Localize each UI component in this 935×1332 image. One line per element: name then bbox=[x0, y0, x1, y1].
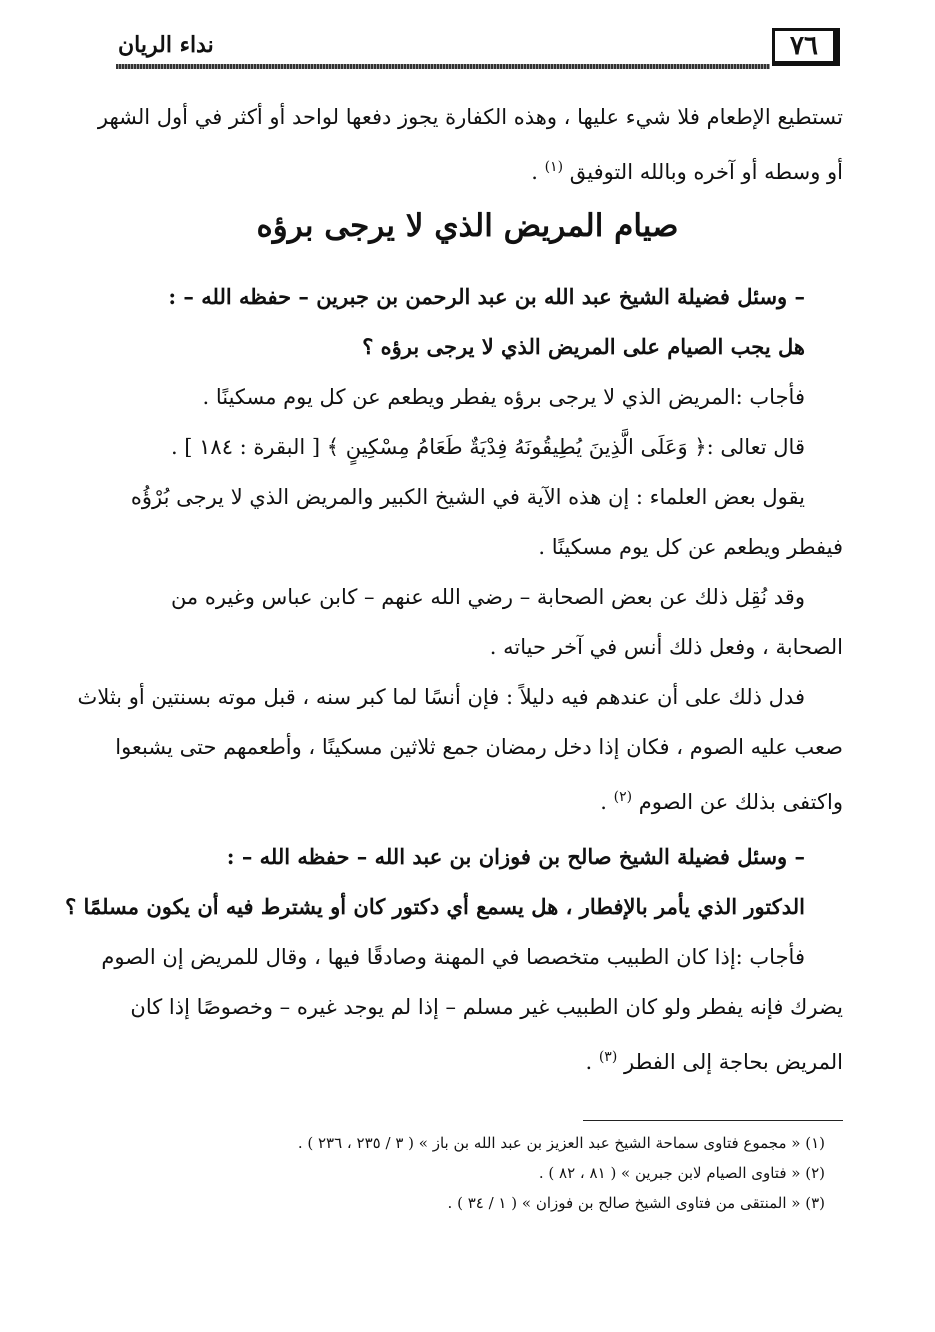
text-line: تستطيع الإطعام فلا شيء عليها ، وهذه الكفارة يجوز دفعها لواحد أو أكثر في أول الشهر bbox=[97, 105, 843, 129]
sentence-end: . bbox=[585, 1050, 593, 1074]
text-fragment: واكتفى بذلك عن الصوم bbox=[638, 790, 843, 814]
page-header bbox=[92, 22, 840, 74]
answer-line: فدل ذلك على أن عندهم فيه دليلاً : فإن أنسًا لما كبر سنه ، قبل موته بسنتين أو بثلاث bbox=[77, 685, 805, 709]
answer-line: فيفطر ويطعم عن كل يوم مسكينًا . bbox=[538, 535, 843, 559]
section-heading: صيام المريض الذي لا يرجى برؤه bbox=[256, 208, 679, 244]
question-line: الدكتور الذي يأمر بالإفطار ، هل يسمع أي دكتور كان أو يشترط فيه أن يكون مسلمًا ؟ bbox=[65, 894, 805, 919]
answer-line: فأجاب :المريض الذي لا يرجى برؤه يفطر ويطعم عن كل يوم مسكينًا . bbox=[202, 385, 805, 409]
footnote-ref: (٢) bbox=[613, 789, 633, 805]
header-rule bbox=[116, 64, 770, 69]
answer-line: وقد نُقِل ذلك عن بعض الصحابة – رضي الله عنهم – كابن عباس وغيره من bbox=[170, 585, 805, 609]
answer-line bbox=[98, 1032, 843, 1087]
footnote: (٢) « فتاوى الصيام لابن جبرين » ( ٨١ ، ٨٢ ) . bbox=[538, 1164, 825, 1182]
footnote: (٣) « المنتقى من فتاوى الشيخ صالح بن فوزان » ( ١ / ٣٤ ) . bbox=[447, 1194, 825, 1212]
footnote-ref: (٣) bbox=[598, 1049, 618, 1065]
running-title: نداء الريان bbox=[118, 32, 214, 58]
intro-paragraph bbox=[98, 92, 843, 197]
text-line bbox=[98, 142, 843, 197]
page-number: ٧٦ bbox=[772, 28, 840, 66]
asker-line: – وسئل فضيلة الشيخ صالح بن فوزان بن عبد الله – حفظه الله – : bbox=[226, 844, 805, 869]
question-line: هل يجب الصيام على المريض الذي لا يرجى برؤه ؟ bbox=[362, 334, 805, 359]
answer-line: يضرك فإنه يفطر ولو كان الطبيب غير مسلم – إذا لم يوجد غيره – وخصوصًا إذا كان bbox=[130, 995, 843, 1019]
question-1 bbox=[77, 272, 843, 827]
footnote-separator bbox=[583, 1120, 843, 1121]
answer-line: صعب عليه الصوم ، فكان إذا دخل رمضان جمع ثلاثين مسكينًا ، وأطعمهم حتى يشبعوا bbox=[115, 735, 843, 759]
footnote: (١) « مجموع فتاوى سماحة الشيخ عبد العزيز بن عبد الله بن باز » ( ٣ / ٢٣٥ ، ٢٣٦ ) . bbox=[297, 1134, 825, 1152]
question-2 bbox=[65, 832, 843, 1087]
footnote-ref: (١) bbox=[544, 159, 564, 175]
asker-line: – وسئل فضيلة الشيخ عبد الله بن عبد الرحمن بن جبرين – حفظه الله – : bbox=[168, 284, 805, 309]
text-fragment: أو وسطه أو آخره وبالله التوفيق bbox=[569, 160, 843, 184]
sentence-end: . bbox=[600, 790, 607, 814]
answer-line: فأجاب :إذا كان الطبيب متخصصا في المهنة وصادقًا فيها ، وقال للمريض إن الصوم bbox=[101, 945, 805, 969]
sentence-end: . bbox=[531, 160, 538, 184]
answer-line: قال تعالى :﴿ وَعَلَى الَّذِينَ يُطِيقُونَهُ فِدْيَةٌ طَعَامُ مِسْكِينٍ ﴾ [ البقرة : ١٨٤ ] . bbox=[170, 435, 805, 459]
answer-line bbox=[98, 772, 843, 827]
answer-line: الصحابة ، وفعل ذلك أنس في آخر حياته . bbox=[489, 635, 843, 659]
answer-line: يقول بعض العلماء : إن هذه الآية في الشيخ الكبير والمريض الذي لا يرجى بُرْؤُه bbox=[130, 485, 805, 509]
text-fragment: المريض بحاجة إلى الفطر bbox=[623, 1050, 843, 1074]
